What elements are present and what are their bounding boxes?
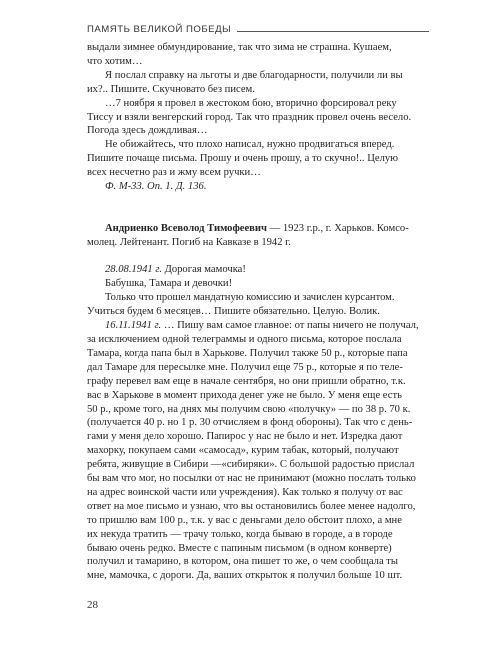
text-line: Я послал справку на льготы и две благодарности, получили ли вы bbox=[105, 69, 403, 81]
running-header bbox=[87, 21, 429, 35]
bio-text: — 1923 г.р., г. Харьков. Комсо- bbox=[266, 222, 409, 234]
letter-line: ребята, живущие в Сибири —«сибиряки». С большой радостью прислал bbox=[87, 459, 415, 471]
text-line: …7 ноября я провел в жестоком бою, вторично форсировал реку bbox=[105, 97, 397, 109]
letter-line: (получается 40 р. но 1 р. 30 отчисляем в фонд обороны). Так что с день- bbox=[87, 417, 413, 429]
letter-line: Тамара, когда папа был в Харькове. Получил также 50 р., которые папа bbox=[87, 347, 408, 359]
letter-line: ответ на мое письмо и узнаю, что вы остановились более менее надолго, bbox=[87, 500, 416, 512]
letter-line bbox=[87, 319, 429, 333]
letter-line: на адрес воинской части или учреждения). Как только я получу от вас bbox=[87, 486, 403, 498]
letter-line: за исключением одной телеграммы и одного письма, которое послала bbox=[87, 333, 402, 345]
letter-line: гами у меня дело хорошо. Папирос у нас не было и нет. Изредка дают bbox=[87, 431, 403, 443]
text-line: их?.. Пишите. Скучновато без писем. bbox=[87, 83, 255, 95]
bio-line: молец. Лейтенант. Погиб на Кавказе в 1942 г. bbox=[87, 236, 291, 248]
header-title: ПАМЯТЬ ВЕЛИКОЙ ПОБЕДЫ bbox=[87, 24, 232, 35]
archive-source: Ф. М-33. Оп. 1. Д. 136. bbox=[105, 181, 207, 193]
text-line: что хотим… bbox=[87, 55, 143, 67]
text-line: Тиссу и взяли венгерский город. Так что праздник провел очень весело. bbox=[87, 111, 412, 123]
letter-line: Бабушка, Тамара и девочки! bbox=[105, 278, 233, 290]
letter-line: бы вам что мог, но посылки от нас не принимают (можно послать только bbox=[87, 473, 416, 485]
page-text bbox=[87, 41, 429, 583]
spacer bbox=[87, 194, 429, 208]
text-line: Пишите почаще письма. Прошу и очень прошу, а то скучно!.. Целую bbox=[87, 153, 399, 165]
person-name: Андриенко Всеволод Тимофеевич bbox=[105, 222, 267, 234]
letter-text: … Пишу вам самое главное: от папы ничего не получал, bbox=[161, 320, 419, 332]
letter-line: графу перевел вам еще в начале сентября, но они пришли обратно, т.к. bbox=[87, 375, 406, 387]
spacer bbox=[87, 208, 429, 222]
letter-line: Учиться будем 6 месяцев… Пишите обязательно. Целую. Волик. bbox=[87, 306, 380, 318]
letter-line: 50 р., кроме того, на днях мы получим свою «получку» — по 38 р. 70 к. bbox=[87, 403, 411, 415]
letter-date: 28.08.1941 г. bbox=[105, 264, 162, 276]
text-line: Погода здесь дождливая… bbox=[87, 125, 208, 137]
page-number: 28 bbox=[87, 599, 98, 611]
text-line: всех несчетно раз и жму всем ручки… bbox=[87, 167, 261, 179]
header-rule bbox=[237, 31, 429, 32]
bio-line bbox=[87, 222, 429, 236]
letter-date: 16.11.1941 г. bbox=[105, 320, 162, 332]
letter-line: вас в Харькове в момент прихода денег уже не было. У меня еще есть bbox=[87, 389, 402, 401]
letter-line: дал Тамаре для пересылке мне. Получил еще 75 р., которые я по теле- bbox=[87, 361, 403, 373]
letter-line: получил и тамарино, в котором, она пишет то же, о чем сообщала ты bbox=[87, 556, 399, 568]
letter-line: то пришлю вам 100 р., т.к. у вас с деньгами дело обстоит плохо, а мне bbox=[87, 514, 402, 526]
text-line: выдали зимнее обмундирование, так что зима не страшна. Кушаем, bbox=[87, 42, 392, 53]
letter-line: махорку, покупаем сами «самосад», курим табак, который, получают bbox=[87, 445, 399, 457]
letter-line bbox=[87, 263, 429, 277]
letter-line: бываю очень редко. Вместе с папиным письмом (в одном конверте) bbox=[87, 542, 392, 554]
letter-line: мне, мамочка, с дороги. Да, ваших открыток я получил больше 10 шт. bbox=[87, 570, 403, 582]
text-line: Не обижайтесь, что плохо написал, нужно продвигаться вперед. bbox=[105, 139, 395, 151]
letter-greeting: Дорогая мамочка! bbox=[161, 264, 246, 276]
spacer bbox=[87, 250, 429, 264]
letter-line: Только что прошел мандатную комиссию и зачислен курсантом. bbox=[105, 292, 395, 304]
letter-line: их некуда тратить — трачу только, когда бываю в городе, а в городе bbox=[87, 528, 393, 540]
